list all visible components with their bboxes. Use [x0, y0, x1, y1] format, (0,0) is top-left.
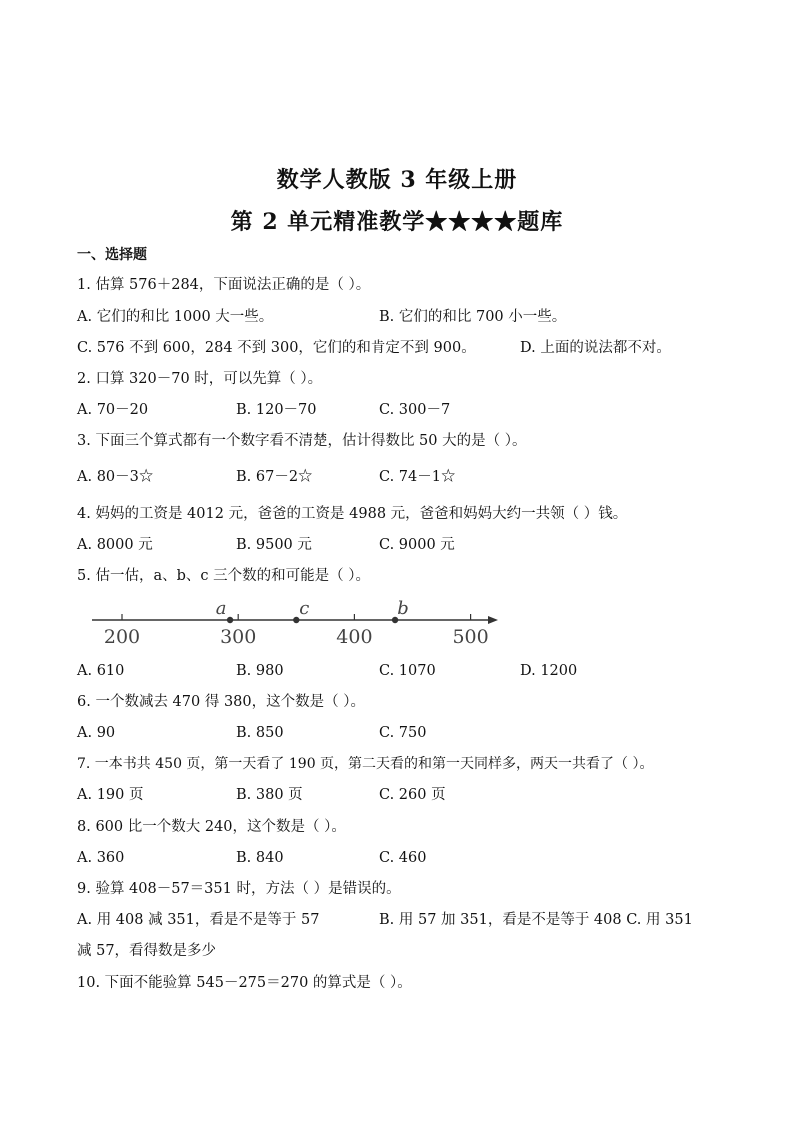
number-line-tick-label: 300: [220, 626, 257, 648]
question-4-stem: 4. 妈妈的工资是 4012 元，爸爸的工资是 4988 元，爸爸和妈妈大约一共领（ ）钱。: [77, 506, 628, 522]
question-1-option-b: B. 它们的和比 700 小一些。: [379, 309, 567, 325]
question-5-option-d: D. 1200: [520, 663, 578, 679]
number-line-point-label: b: [397, 598, 409, 619]
number-line-tick-label: 400: [336, 626, 373, 648]
question-9-option-c-continued: 减 57，看得数是多少: [77, 943, 217, 959]
question-7-option-b: B. 380 页: [236, 787, 303, 803]
question-6-option-c: C. 750: [379, 725, 427, 741]
question-7-option-a: A. 190 页: [77, 787, 144, 803]
question-6-option-b: B. 850: [236, 725, 284, 741]
question-10-stem: 10. 下面不能验算 545－275＝270 的算式是（ ）。: [77, 975, 412, 991]
question-3-stem: 3. 下面三个算式都有一个数字看不清楚，估计得数比 50 大的是（ ）。: [77, 433, 527, 449]
number-line-figure: [88, 598, 508, 654]
question-7-option-c: C. 260 页: [379, 787, 446, 803]
arrow-head-icon: [488, 616, 498, 624]
page-subtitle: 第 2 单元精准教学★★★★题库: [230, 209, 564, 235]
question-8-stem: 8. 600 比一个数大 240，这个数是（ ）。: [77, 819, 346, 835]
question-8-option-a: A. 360: [77, 850, 125, 866]
question-9-option-b-c: B. 用 57 加 351，看是不是等于 408 C. 用 351: [379, 912, 693, 928]
question-4-option-b: B. 9500 元: [236, 537, 312, 553]
question-1-option-a: A. 它们的和比 1000 大一些。: [77, 309, 274, 325]
number-line-point-label: a: [215, 598, 227, 619]
question-3-option-b: B. 67－2☆: [236, 469, 313, 485]
question-3-option-c: C. 74－1☆: [379, 469, 456, 485]
question-8-option-b: B. 840: [236, 850, 284, 866]
number-line-point-a: [227, 617, 233, 623]
number-line-tick-label: 500: [452, 626, 489, 648]
question-1-option-d: D. 上面的说法都不对。: [520, 340, 671, 356]
section-heading: 一、选择题: [77, 247, 147, 263]
page-title: 数学人教版 3 年级上册: [276, 167, 518, 193]
question-3-option-a: A. 80－3☆: [77, 469, 154, 485]
question-1-stem: 1. 估算 576＋284，下面说法正确的是（ ）。: [77, 277, 371, 293]
question-5-stem: 5. 估一估，a、b、c 三个数的和可能是（ ）。: [77, 568, 370, 584]
question-6-option-a: A. 90: [77, 725, 116, 741]
number-line-point-label: c: [299, 598, 310, 619]
question-6-stem: 6. 一个数减去 470 得 380，这个数是（ ）。: [77, 694, 365, 710]
question-9-option-a: A. 用 408 减 351，看是不是等于 57: [77, 912, 320, 928]
question-4-option-c: C. 9000 元: [379, 537, 455, 553]
question-5-option-b: B. 980: [236, 663, 284, 679]
question-9-stem: 9. 验算 408－57＝351 时，方法（ ）是错误的。: [77, 881, 401, 897]
number-line-tick-label: 200: [103, 626, 141, 648]
question-2-option-c: C. 300－7: [379, 402, 451, 418]
question-5-option-c: C. 1070: [379, 663, 436, 679]
question-2-option-b: B. 120－70: [236, 402, 317, 418]
question-5-option-a: A. 610: [77, 663, 125, 679]
question-2-option-a: A. 70－20: [77, 402, 149, 418]
question-7-stem: 7. 一本书共 450 页，第一天看了 190 页，第二天看的和第一天同样多，两天一共看了（ ）。: [77, 756, 654, 772]
question-1-option-c: C. 576 不到 600，284 不到 300，它们的和肯定不到 900。: [77, 340, 476, 356]
question-2-stem: 2. 口算 320－70 时，可以先算（ ）。: [77, 371, 323, 387]
question-4-option-a: A. 8000 元: [77, 537, 153, 553]
question-8-option-c: C. 460: [379, 850, 427, 866]
